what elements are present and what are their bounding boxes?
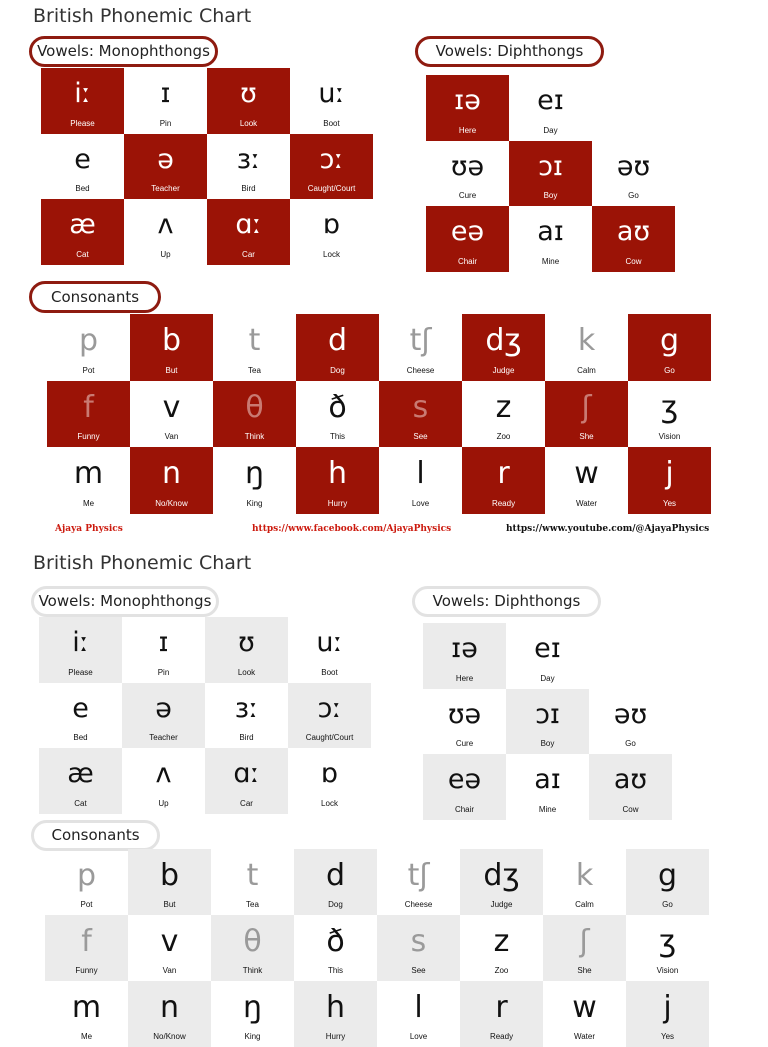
chart2-mono-cell-pin: [122, 617, 205, 683]
example-word: Water: [575, 498, 598, 508]
example-word: Please: [70, 118, 95, 128]
phoneme-symbol: k: [577, 323, 596, 358]
example-word: But: [165, 365, 178, 375]
chart2-mono-cell-bed: [39, 683, 122, 749]
chart2-cons-cell-she: [543, 915, 626, 981]
chart1-cons-cell-tea: [213, 314, 296, 381]
chart1-diph-cell-boy: [509, 141, 592, 207]
chart2-diph-cell-cure: [423, 689, 506, 755]
phoneme-symbol: b: [159, 858, 180, 893]
example-word: See: [413, 432, 428, 441]
chart1-cons-cell-but: [130, 314, 213, 381]
chart1-cons-cell-this: [296, 381, 379, 448]
phoneme-symbol: t: [248, 323, 261, 358]
example-word: Lock: [323, 249, 340, 259]
phoneme-symbol: ɜː: [234, 692, 259, 724]
example-word: Hurry: [327, 498, 348, 508]
chart1-cons-cell-zoo: [462, 381, 545, 448]
phoneme-symbol: ɜː: [236, 143, 261, 175]
phoneme-symbol: aʊ: [613, 764, 648, 795]
phoneme-symbol: r: [495, 990, 508, 1025]
example-word: Boot: [321, 667, 338, 677]
example-word: Calm: [575, 900, 594, 909]
example-word: Me: [80, 1032, 93, 1041]
phoneme-symbol: tʃ: [407, 858, 430, 893]
example-word: Look: [237, 667, 256, 677]
chart2-cons-cell-see: [377, 915, 460, 981]
example-word: Cat: [76, 249, 89, 259]
phoneme-symbol: ŋ: [244, 456, 264, 491]
chart2-cons-cell-this: [294, 915, 377, 981]
chart1-cons-cell-think: [213, 381, 296, 448]
phoneme-symbol: ɒ: [322, 209, 341, 240]
phoneme-symbol: ɪə: [451, 633, 478, 664]
chart1-diph-cell-mine: [509, 206, 592, 272]
chart2-mono-cell-teacher: [122, 683, 205, 749]
example-word: Bird: [239, 733, 254, 742]
chart2-cons-cell-van: [128, 915, 211, 981]
phoneme-symbol: aɪ: [534, 764, 561, 795]
example-word: No/Know: [155, 498, 188, 508]
phoneme-symbol: eɪ: [537, 85, 564, 116]
example-word: She: [579, 432, 594, 441]
chart2-cons-cell-ready: [460, 981, 543, 1047]
phoneme-symbol: θ: [245, 389, 264, 425]
phoneme-symbol: ʒ: [660, 389, 679, 425]
example-word: This: [327, 966, 344, 975]
example-word: Love: [411, 498, 430, 508]
phoneme-symbol: aɪ: [537, 216, 564, 247]
chart1-diph-cell-day: [509, 75, 592, 141]
phoneme-symbol: ʌ: [155, 758, 172, 789]
example-word: Pin: [159, 118, 172, 128]
example-word: Think: [244, 432, 265, 441]
example-word: Ready: [491, 498, 516, 508]
example-word: Dog: [330, 365, 345, 375]
chart2-mono-cell-boot: [288, 617, 371, 683]
chart2-cons-cell-zoo: [460, 915, 543, 981]
chart1-cons-cell-ready: [462, 447, 545, 514]
chart2-cons-cell-go: [626, 849, 709, 915]
example-word: Love: [409, 1032, 428, 1041]
phoneme-symbol: uː: [318, 78, 345, 109]
example-word: Mine: [538, 804, 557, 814]
chart2-cons-cell-king: [211, 981, 294, 1047]
chart1-cons-cell-water: [545, 447, 628, 514]
phoneme-symbol: ʊə: [450, 150, 485, 182]
chart2-mono-cell-please: [39, 617, 122, 683]
phoneme-symbol: ɪə: [454, 85, 481, 116]
example-word: Go: [628, 191, 639, 200]
phoneme-symbol: ʊ: [238, 627, 255, 658]
phoneme-symbol: s: [412, 389, 429, 425]
chart2-diph-cell-mine: [506, 754, 589, 820]
phoneme-symbol: e: [72, 692, 89, 724]
chart1-cons-cell-calm: [545, 314, 628, 381]
phoneme-symbol: t: [246, 858, 259, 893]
phoneme-symbol: f: [83, 389, 94, 425]
example-word: Cure: [458, 191, 477, 200]
phoneme-symbol: e: [74, 143, 91, 175]
chart1-cons-cell-no-know: [130, 447, 213, 514]
phoneme-symbol: ʒ: [658, 924, 677, 959]
chart2-cons-cell-vision: [626, 915, 709, 981]
example-word: Chair: [454, 804, 475, 814]
phoneme-symbol: r: [497, 456, 510, 491]
example-word: Car: [242, 249, 255, 259]
chart2-cons-cell-dog: [294, 849, 377, 915]
phoneme-symbol: æ: [67, 758, 94, 789]
phoneme-symbol: eə: [447, 764, 482, 795]
chart1-mono-cell-please: [41, 68, 124, 134]
phoneme-symbol: ʊ: [240, 78, 257, 109]
chart1-cons-cell-van: [130, 381, 213, 448]
phoneme-symbol: h: [327, 456, 347, 491]
chart1-diphthongs-label: Vowels: Diphthongs: [415, 36, 604, 67]
chart2-consonants-label: Consonants: [31, 820, 160, 851]
chart2-mono-cell-caught-court: [288, 683, 371, 749]
chart2-cons-cell-but: [128, 849, 211, 915]
chart1-cons-cell-she: [545, 381, 628, 448]
chart2-cons-cell-funny: [45, 915, 128, 981]
phoneme-symbol: ʃ: [579, 924, 590, 959]
phoneme-symbol: l: [416, 456, 425, 491]
example-word: Mine: [541, 256, 560, 266]
example-word: Dog: [328, 900, 343, 909]
chart2-cons-cell-judge: [460, 849, 543, 915]
chart2-cons-cell-love: [377, 981, 460, 1047]
phoneme-symbol: θ: [243, 924, 262, 959]
phoneme-symbol: v: [162, 389, 181, 425]
phoneme-symbol: uː: [316, 627, 343, 658]
phoneme-symbol: dʒ: [483, 858, 520, 893]
chart1-cons-cell-vision: [628, 381, 711, 448]
phoneme-symbol: d: [327, 323, 348, 358]
chart2-mono-cell-car: [205, 748, 288, 814]
chart1-cons-cell-dog: [296, 314, 379, 381]
credit-name: Ajaya Physics: [55, 524, 123, 534]
example-word: Bed: [75, 184, 90, 193]
phoneme-symbol: eə: [450, 216, 485, 247]
chart1-consonants-label: Consonants: [29, 281, 161, 313]
example-word: Lock: [321, 798, 338, 808]
example-word: Caught/Court: [307, 184, 356, 193]
chart2-mono-cell-bird: [205, 683, 288, 749]
example-word: Bed: [73, 733, 88, 742]
example-word: Vision: [656, 966, 679, 975]
example-word: Day: [543, 125, 558, 135]
phoneme-symbol: ɪ: [160, 78, 171, 109]
chart1-mono-cell-caught-court: [290, 134, 373, 200]
chart1-diph-cell-cow: [592, 206, 675, 272]
example-word: See: [411, 966, 426, 975]
example-word: Pot: [80, 900, 93, 909]
chart2-cons-cell-no-know: [128, 981, 211, 1047]
chart1-mono-cell-teacher: [124, 134, 207, 200]
phoneme-symbol: ɔː: [317, 692, 342, 724]
chart2-diph-cell-chair: [423, 754, 506, 820]
phoneme-symbol: g: [657, 858, 678, 893]
phoneme-symbol: æ: [69, 209, 96, 240]
phoneme-symbol: p: [76, 858, 97, 893]
chart1-mono-cell-car: [207, 199, 290, 265]
phoneme-symbol: b: [161, 323, 182, 358]
phoneme-symbol: v: [160, 924, 179, 959]
chart2-cons-cell-cheese: [377, 849, 460, 915]
phoneme-symbol: w: [572, 990, 597, 1025]
chart2-diph-cell-cow: [589, 754, 672, 820]
chart2-mono-cell-look: [205, 617, 288, 683]
example-word: Cat: [74, 798, 87, 808]
example-word: Cheese: [404, 900, 433, 909]
chart1-diph-cell-cure: [426, 141, 509, 207]
example-word: Up: [160, 249, 171, 259]
chart1-cons-cell-yes: [628, 447, 711, 514]
chart1-title: British Phonemic Chart: [33, 5, 252, 27]
example-word: Hurry: [325, 1032, 346, 1041]
chart2-diphthongs-label: Vowels: Diphthongs: [412, 586, 601, 617]
chart1-mono-cell-bed: [41, 134, 124, 200]
phoneme-symbol: z: [493, 924, 510, 959]
phoneme-symbol: z: [495, 389, 512, 425]
example-word: Boy: [540, 739, 555, 748]
chart1-mono-cell-boot: [290, 68, 373, 134]
chart2-cons-cell-water: [543, 981, 626, 1047]
phoneme-symbol: s: [410, 924, 427, 959]
chart1-cons-cell-go: [628, 314, 711, 381]
example-word: Van: [162, 966, 177, 975]
chart2-diph-cell-here: [423, 623, 506, 689]
example-word: Cure: [455, 739, 474, 748]
chart1-mono-cell-pin: [124, 68, 207, 134]
chart1-mono-cell-up: [124, 199, 207, 265]
chart2-mono-cell-up: [122, 748, 205, 814]
phoneme-symbol: eɪ: [534, 633, 561, 664]
chart2-monophthongs-label: Vowels: Monophthongs: [31, 586, 219, 617]
chart1-cons-cell-see: [379, 381, 462, 448]
phoneme-symbol: j: [663, 990, 672, 1025]
phoneme-symbol: ʊə: [447, 698, 482, 730]
chart2-mono-cell-cat: [39, 748, 122, 814]
example-word: Think: [242, 966, 263, 975]
example-word: Caught/Court: [305, 733, 354, 742]
phoneme-symbol: ʃ: [581, 389, 592, 425]
example-word: Here: [455, 673, 474, 683]
example-word: Here: [458, 125, 477, 135]
example-word: Van: [164, 432, 179, 441]
phoneme-symbol: ŋ: [242, 990, 262, 1025]
chart1-cons-cell-funny: [47, 381, 130, 448]
chart1-cons-cell-judge: [462, 314, 545, 381]
phoneme-symbol: ə: [155, 692, 172, 724]
phoneme-symbol: iː: [74, 78, 91, 109]
chart2-cons-cell-pot: [45, 849, 128, 915]
example-word: This: [329, 432, 346, 441]
phoneme-symbol: ɔɪ: [535, 698, 560, 730]
example-word: Judge: [492, 365, 515, 375]
example-word: Cheese: [406, 365, 435, 375]
phoneme-symbol: m: [73, 456, 104, 491]
chart1-cons-cell-cheese: [379, 314, 462, 381]
example-word: Funny: [77, 432, 100, 441]
chart2-cons-cell-tea: [211, 849, 294, 915]
example-word: Pin: [157, 667, 170, 677]
phoneme-symbol: əʊ: [616, 150, 651, 182]
example-word: Teacher: [149, 733, 178, 742]
phoneme-symbol: w: [574, 456, 599, 491]
phoneme-symbol: ɒ: [320, 758, 339, 789]
phoneme-symbol: f: [81, 924, 92, 959]
phoneme-symbol: k: [575, 858, 594, 893]
phoneme-symbol: l: [414, 990, 423, 1025]
phoneme-symbol: g: [659, 323, 680, 358]
phoneme-symbol: n: [159, 990, 179, 1025]
chart1-diph-cell-here: [426, 75, 509, 141]
phoneme-symbol: ɔɪ: [538, 150, 563, 182]
example-word: Vision: [658, 432, 681, 441]
example-word: Funny: [75, 966, 98, 975]
example-word: Chair: [457, 256, 478, 266]
example-word: Go: [625, 739, 636, 748]
chart2-cons-cell-calm: [543, 849, 626, 915]
example-word: She: [577, 966, 592, 975]
credit-facebook-link[interactable]: https://www.facebook.com/AjayaPhysics: [252, 524, 452, 534]
example-word: Go: [664, 365, 675, 375]
phoneme-symbol: tʃ: [409, 323, 432, 358]
chart1-diph-cell-go: [592, 141, 675, 207]
chart1-monophthongs-label: Vowels: Monophthongs: [29, 36, 218, 67]
phoneme-symbol: h: [325, 990, 345, 1025]
phoneme-symbol: əʊ: [613, 698, 648, 730]
phoneme-symbol: iː: [72, 627, 89, 658]
phoneme-symbol: ʌ: [157, 209, 174, 240]
example-word: Boot: [323, 118, 340, 128]
chart2-diph-cell-go: [589, 689, 672, 755]
example-word: Zoo: [494, 966, 509, 975]
example-word: Me: [82, 498, 95, 508]
example-word: Pot: [82, 365, 95, 375]
example-word: Cow: [625, 256, 642, 266]
example-word: But: [163, 900, 176, 909]
chart1-cons-cell-hurry: [296, 447, 379, 514]
phoneme-symbol: m: [71, 990, 102, 1025]
example-word: Look: [239, 118, 258, 128]
example-word: Tea: [246, 900, 259, 909]
example-word: King: [246, 498, 263, 508]
chart1-diph-cell-chair: [426, 206, 509, 272]
chart1-mono-cell-cat: [41, 199, 124, 265]
chart2-cons-cell-yes: [626, 981, 709, 1047]
chart2-diph-cell-boy: [506, 689, 589, 755]
chart2-cons-cell-think: [211, 915, 294, 981]
phoneme-symbol: ð: [326, 924, 345, 959]
example-word: Car: [240, 798, 253, 808]
chart1-cons-cell-king: [213, 447, 296, 514]
example-word: Cow: [622, 804, 639, 814]
chart1-mono-cell-look: [207, 68, 290, 134]
phoneme-symbol: d: [325, 858, 346, 893]
phoneme-symbol: ð: [328, 389, 347, 425]
example-word: King: [244, 1032, 261, 1041]
example-word: No/Know: [153, 1032, 186, 1041]
chart1-cons-cell-pot: [47, 314, 130, 381]
example-word: Up: [158, 798, 169, 808]
example-word: Yes: [660, 1032, 675, 1041]
chart2-cons-cell-me: [45, 981, 128, 1047]
phoneme-symbol: ə: [157, 143, 174, 175]
example-word: Yes: [662, 498, 677, 508]
example-word: Bird: [241, 184, 256, 193]
chart2-cons-cell-hurry: [294, 981, 377, 1047]
phoneme-symbol: dʒ: [485, 323, 522, 358]
example-word: Judge: [490, 900, 513, 909]
example-word: Tea: [248, 365, 261, 375]
example-word: Calm: [577, 365, 596, 375]
phoneme-symbol: ɪ: [158, 627, 169, 658]
chart1-cons-cell-me: [47, 447, 130, 514]
phoneme-symbol: aʊ: [616, 216, 651, 247]
example-word: Please: [68, 667, 93, 677]
example-word: Boy: [543, 191, 558, 200]
phoneme-symbol: n: [161, 456, 181, 491]
chart2-diph-cell-day: [506, 623, 589, 689]
chart1-cons-cell-love: [379, 447, 462, 514]
phoneme-symbol: ɔː: [319, 143, 344, 175]
example-word: Teacher: [151, 184, 180, 193]
phoneme-symbol: j: [665, 456, 674, 491]
example-word: Zoo: [496, 432, 511, 441]
phoneme-symbol: ɑː: [233, 758, 260, 789]
chart1-mono-cell-lock: [290, 199, 373, 265]
example-word: Ready: [489, 1032, 514, 1041]
credit-youtube-link[interactable]: https://www.youtube.com/@AjayaPhysics: [506, 524, 710, 534]
chart1-mono-cell-bird: [207, 134, 290, 200]
example-word: Water: [573, 1032, 596, 1041]
phoneme-symbol: p: [78, 323, 99, 358]
chart2-title: British Phonemic Chart: [33, 552, 252, 574]
phoneme-symbol: ɑː: [235, 209, 262, 240]
example-word: Day: [540, 673, 555, 683]
example-word: Go: [662, 900, 673, 909]
chart2-mono-cell-lock: [288, 748, 371, 814]
